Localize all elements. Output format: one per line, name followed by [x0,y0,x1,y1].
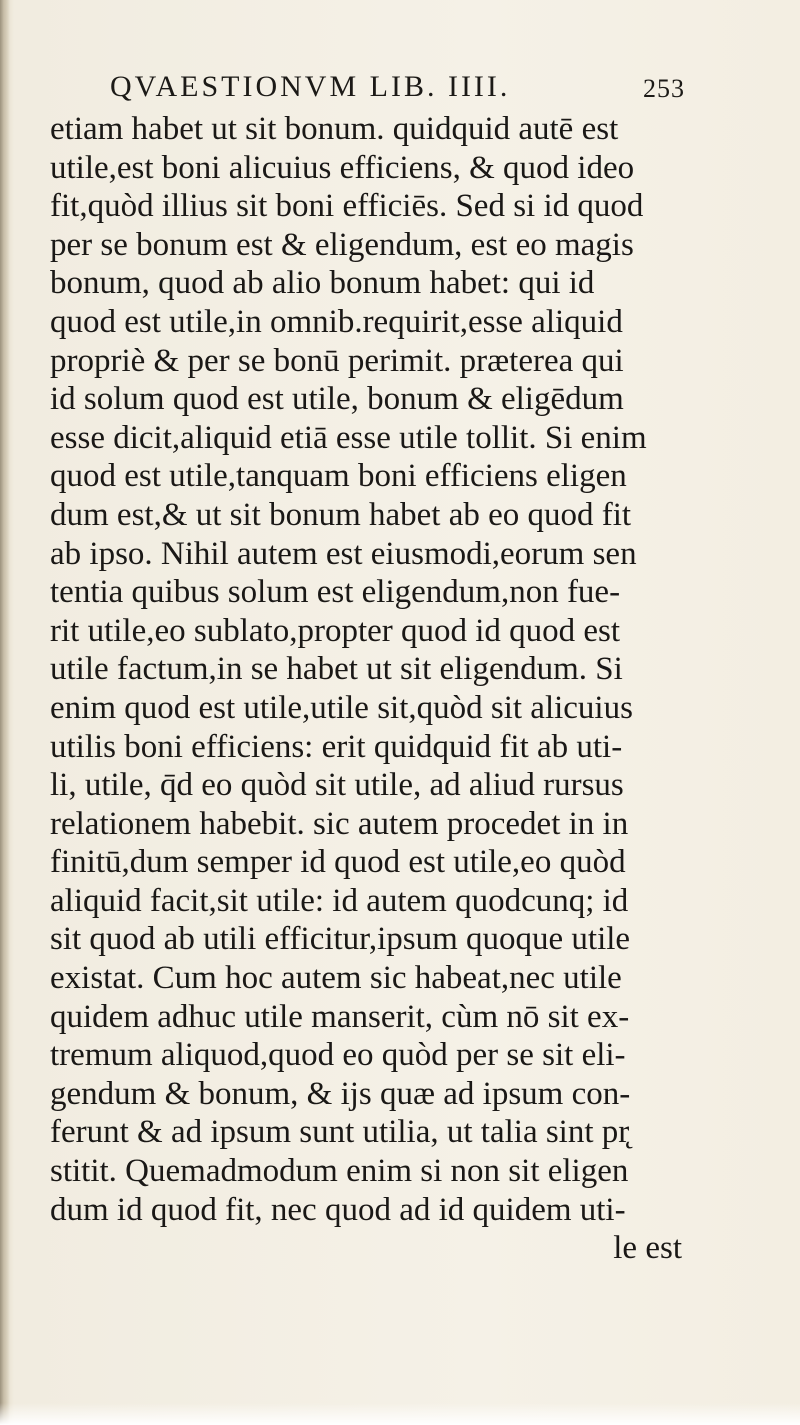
text-line: ferunt & ad ipsum sunt utilia, ut talia sint pr̨ [50,1114,630,1151]
text-line: dum id quod fit, nec quod ad id quidem uti- [50,1191,626,1228]
text-line: id solum quod est utile, bonum & eligēdum [50,381,624,418]
text-line: tentia quibus solum est eligendum,non fue- [50,574,621,611]
page-bottom-edge [0,1403,800,1425]
text-line: rit utile,eo sublato,propter quod id quod est [50,612,621,649]
text-line: utile factum,in se habet ut sit eligendum. Si [50,651,623,688]
text-line: relationem habebit. sic autem procedet in in [50,805,629,842]
text-line: etiam habet ut sit bonum. quidquid autē est [50,111,619,147]
text-line: esse dicit,aliquid etiā esse utile tollit. Si enim [50,419,647,456]
text-line: li, utile, q̄d eo quòd sit utile, ad aliud rursus [50,767,624,804]
text-line: bonum, quod ab alio bonum habet: qui id [50,265,595,302]
text-line: quod est utile,tanquam boni efficiens eligen [50,458,627,495]
text-line: aliquid facit,sit utile: id autem quodcunq; id [50,882,629,919]
text-line: utile,est boni alicuius efficiens, & quod ideo [50,149,635,186]
text-line: utilis boni efficiens: erit quidquid fit ab uti- [50,728,623,765]
text-line: tremum aliquod,quod eo quòd per se sit eli- [50,1037,626,1074]
text-line: quod est utile,in omnib.requirit,esse aliquid [50,303,623,340]
text-line: existat. Cum hoc autem sic habeat,nec utile [50,960,622,997]
gutter-shadow [0,0,10,1425]
text-line: finitū,dum semper id quod est utile,eo quòd [50,844,626,881]
text-line: stitit. Quemadmodum enim si non sit eligen [50,1153,629,1190]
page-header [110,64,685,110]
body-text [50,110,690,1268]
running-head: QVAESTIONVM LIB. IIII. [110,70,511,103]
text-line: sit quod ab utili efficitur,ipsum quoque utile [50,921,631,958]
text-line: per se bonum est & eligendum, est eo magis [50,226,634,263]
page-number: 253 [643,74,685,103]
text-line: ab ipso. Nihil autem est eiusmodi,eorum sen [50,535,637,572]
text-line: gendum & bonum, & ijs quæ ad ipsum con- [50,1075,631,1112]
text-line: enim quod est utile,utile sit,quòd sit alicuius [50,689,633,726]
catchword: le est [613,1230,682,1267]
text-line: quidem adhuc utile manserit, cùm nō sit ex- [50,998,630,1035]
text-line: propriè & per se bonū perimit. præterea qui [50,342,624,379]
text-line: fit,quòd illius sit boni efficiēs. Sed si id quod [50,188,644,225]
text-line: dum est,& ut sit bonum habet ab eo quod fit [50,496,632,533]
